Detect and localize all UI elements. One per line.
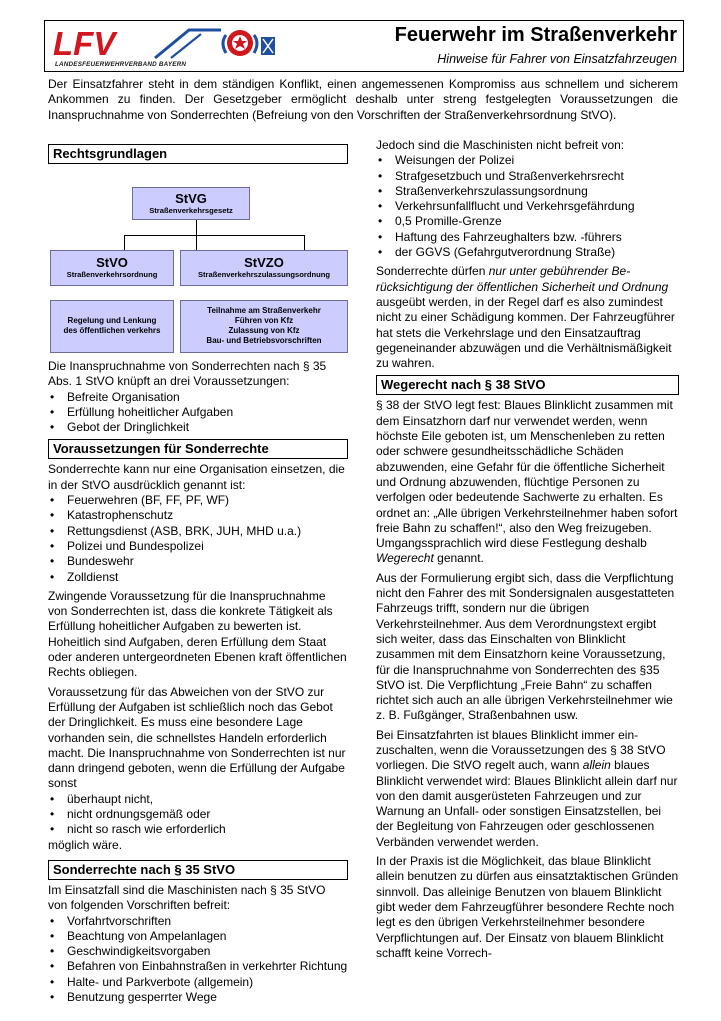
list-item: • Strafgesetzbuch und Straßenverkehrsrecht — [376, 169, 679, 184]
stvo-abbr: StVO — [96, 255, 128, 270]
list-item: • Katastrophenschutz — [48, 508, 348, 523]
list-item: • der GGVS (Gefahrgutverordnung Straße) — [376, 245, 679, 260]
list-item: • Erfüllung hoheitlicher Aufgaben — [48, 405, 348, 420]
text-run: blaues Blinklicht verwendet wird: Blaues Blinklicht allein darf nur von den damit ausgerüsteten Fahrzeugen und zur Warnung an Unfall- oder sonstigen Einsatzstellen, bei der Begleitung von Fahrzeugen oder geschlossenen Verbänden verwendet werden. — [376, 758, 678, 849]
sonderrechte-einschraenkung-paragraph — [376, 264, 679, 371]
stvg-box — [132, 187, 250, 220]
document-title: Feuerwehr im Straßenverkehr — [394, 24, 677, 46]
voraussetzungen-paragraph: möglich wäre. — [48, 837, 123, 852]
fire-brigade-emblem-icon — [223, 30, 275, 56]
stvzo-box — [180, 250, 348, 286]
organisation-list — [48, 493, 348, 585]
stvzo-name: Straßenverkehrszulassungsordnung — [197, 270, 331, 279]
stvzo-desc-line: Teilnahme am Straßenverkehr — [207, 306, 321, 315]
text-run: Sonderrechte dürfen — [376, 264, 489, 279]
list-item: • Rettungsdienst (ASB, BRK, JUH, MHD u.a.) — [48, 524, 348, 539]
stvzo-abbr: StVZO — [244, 255, 284, 270]
emphasis-text: Wegerecht — [376, 551, 434, 566]
list-item: • Bundeswehr — [48, 554, 348, 569]
wegerecht-paragraph: In der Praxis ist die Möglichkeit, das blaue Blinklicht allein benutzen zu dürfen aus einsatztaktischen Gründen sinnvoll. Das alleinige Benutzen von blauem Blinklicht gibt weder dem Fahrzeugführer besondere Rechte noch legt es den übrigen Verkehrsteilnehmer besondere Verpflichtungen auf. Der Einsatz von blauem Blinklicht schafft keine Vorrech- — [376, 854, 679, 960]
text-run: § 38 der StVO legt fest: Blaues Blinklicht zusammen mit dem Einsatzhorn darf nur verwendet werden, wenn höchste Eile geboten ist, um Menschenleben zu retten oder schwere gesundheitsschädliche Schäden abzuwenden, eine Gefahr für die öffentliche Sicherheit und Ordnung abzuwenden, flüchtige Personen zu verfolgen oder bedeutende Sachwerte zu erhalten. Es ordnet an: „Alle übrigen Verkehrsteilnehmer haben sofort freie Bahn zu schaffen!“, also den Weg freizugeben. Umgangssprachlich wird diese Festlegung deshalb — [376, 398, 678, 551]
list-item: • Vorfahrtvorschriften — [48, 914, 348, 929]
intro-paragraph: Der Einsatzfahrer steht in dem ständigen Konflikt, einen angemessenen Kompromiss aus schnellem und sicherem Ankommen zu finden. Der Gesetzgeber ermöglicht deshalb unter streng festgelegten Voraussetzungen die Inanspruchnahme von Sonderrechten (Befreiung von den Vorschriften der Straßenverkehrsordnung StVO). — [48, 77, 678, 122]
list-item: • Verkehrsunfallflucht und Verkehrsgefährdung — [376, 199, 679, 214]
section-heading-rechtsgrundlagen: Rechtsgrundlagen — [48, 144, 348, 164]
stvg-name: Straßenverkehrsgesetz — [149, 206, 233, 215]
stvo-desc-line: Regelung und Lenkung — [67, 316, 157, 325]
voraussetzungen-paragraph: Voraussetzung für das Abweichen von der StVO zur Erfüllung der Aufgaben ist schließlich noch das Gebot der Dringlichkeit. Es muss eine besondere Lage vorhanden sein, die schnellstes Handeln erforderlich macht. Die Inanspruchnahme von Sonderrechten ist nur dann dringend geboten, wenn die Erfüllung der Aufgabe sonst — [48, 684, 346, 791]
lfv-logo-icon — [51, 25, 291, 65]
list-item: • Feuerwehren (BF, FF, PF, WF) — [48, 493, 348, 508]
rechtsgrundlagen-list — [48, 390, 348, 436]
logo-text: LFV — [53, 25, 116, 62]
emphasis-text: nur unter gebührender Berücksichtigung der öffentlichen Sicherheit und Ordnung — [376, 264, 669, 294]
list-item: • Benutzung gesperrter Wege — [48, 990, 348, 1005]
list-item: • 0,5 Promille-Grenze — [376, 214, 679, 229]
document-subtitle: Hinweise für Fahrer von Einsatzfahrzeugen — [437, 52, 677, 66]
list-item: • überhaupt nicht, — [48, 792, 348, 807]
law-hierarchy-diagram — [48, 167, 348, 345]
stvo-desc-line: des öffentlichen verkehrs — [63, 326, 161, 335]
list-item: • Straßenverkehrszulassungsordnung — [376, 184, 679, 199]
document-header — [44, 20, 684, 72]
rechtsgrundlagen-paragraph: Die Inanspruchnahme von Sonderrechten nach § 35 Abs. 1 StVO knüpft an drei Voraussetzungen: — [48, 359, 327, 389]
stvg-abbr: StVG — [175, 191, 207, 206]
dringlichkeit-list — [48, 792, 348, 838]
befreiungen-list — [48, 914, 348, 1006]
list-item: • Gebot der Dringlichkeit — [48, 420, 348, 435]
list-item: • nicht ordnungsgemäß oder — [48, 807, 348, 822]
list-item: • Befreite Organisation — [48, 390, 348, 405]
voraussetzungen-paragraph: Sonderrechte kann nur eine Organisation einsetzen, die in der StVO ausdrücklich genannt ist: — [48, 462, 345, 492]
list-item: • Zolldienst — [48, 570, 348, 585]
text-run: genannt. — [433, 551, 484, 566]
stvzo-desc-line: Zulassung von Kfz — [228, 326, 300, 335]
list-item: • Geschwindigkeitsvorgaben — [48, 944, 348, 959]
list-item: • Befahren von Einbahnstraßen in verkehrter Richtung — [48, 959, 348, 974]
list-item: • Haftung des Fahrzeughalters bzw. -führers — [376, 230, 679, 245]
voraussetzungen-paragraph: Zwingende Voraussetzung für die Inanspruchnahme von Sonderrechten ist, dass die konkrete Tätigkeit als Erfüllung hoheitlicher Aufgaben zu bewerten ist. Hoheitlich sind Aufgaben, deren Erfüllung dem Staat oder anderen untergeordneten Ebenen kraft öffentlichen Rechts obliegen. — [48, 588, 347, 680]
list-item: • nicht so rasch wie erforderlich — [48, 822, 348, 837]
nicht-befreit-list — [376, 153, 679, 260]
sonderrechte-paragraph: Im Einsatzfall sind die Maschinisten nach § 35 StVO von folgenden Vorschriften befreit: — [48, 882, 326, 913]
stvo-name: Straßenverkehrsordnung — [66, 270, 158, 279]
section-heading-wegerecht: Wegerecht nach § 38 StVO — [376, 375, 679, 395]
emphasis-text: allein — [582, 758, 611, 773]
list-item: • Polizei und Bundespolizei — [48, 539, 348, 554]
text-run: ausgeübt werden, in der Regel darf es also zumindest nicht zu einer Schädigung kommen. Der Fahrzeugführer hat stets die Verkehrslage und den Einsatzauftrag gegeneinander abzuwägen und die Verhältnismäßigkeit zu wahren. — [376, 294, 675, 371]
wegerecht-paragraph — [376, 398, 679, 566]
list-item: • Weisungen der Polizei — [376, 153, 679, 168]
left-column — [48, 143, 348, 1005]
section-heading-sonderrechte: Sonderrechte nach § 35 StVO — [48, 860, 348, 880]
list-item: • Halte- und Parkverbote (allgemein) — [48, 975, 348, 990]
stvzo-description-box — [180, 300, 348, 353]
wegerecht-paragraph — [376, 728, 679, 850]
stvo-description-box — [50, 300, 174, 353]
logo-subtitle: LANDESFEUERWEHRVERBAND BAYERN — [55, 61, 187, 68]
nicht-befreit-paragraph: Jedoch sind die Maschinisten nicht befreit von: — [376, 138, 625, 152]
right-column — [376, 138, 679, 961]
stvzo-desc-line: Führen von Kfz — [234, 316, 294, 325]
wegerecht-paragraph: Aus der Formulierung ergibt sich, dass die Verpflichtung nicht den Fahrer des mit Sondersignalen ausgestatteten Fahrzeugs trifft, sondern nur die übrigen Verkehrsteilnehmer. Aus dem Verordnungstext ergibt sich weiter, dass das Einschalten von Blinklicht zusammen mit dem Einsatzhorn keine Voraussetzung, für die Inanspruchnahme von Sonderrechten des §35 StVO ist. Die Verpflichtung „Freie Bahn“ zu schaffen richtet sich auch an alle übrigen Verkehrsteilnehmer wie z. B. Fußgänger, Straßenbahnen usw. — [376, 570, 675, 723]
stvzo-desc-line: Bau- und Betriebsvorschriften — [206, 336, 322, 345]
stvo-box — [50, 250, 174, 286]
text-run: Bei Einsatzfahrten ist blaues Blinklicht immer einzuschalten, wenn die Voraussetzungen des § 38 StVO vorliegen. Die StVO regelt auch, wann — [376, 727, 666, 773]
list-item: • Beachtung von Ampelanlagen — [48, 929, 348, 944]
section-heading-voraussetzungen: Voraussetzungen für Sonderrechte — [48, 439, 348, 459]
